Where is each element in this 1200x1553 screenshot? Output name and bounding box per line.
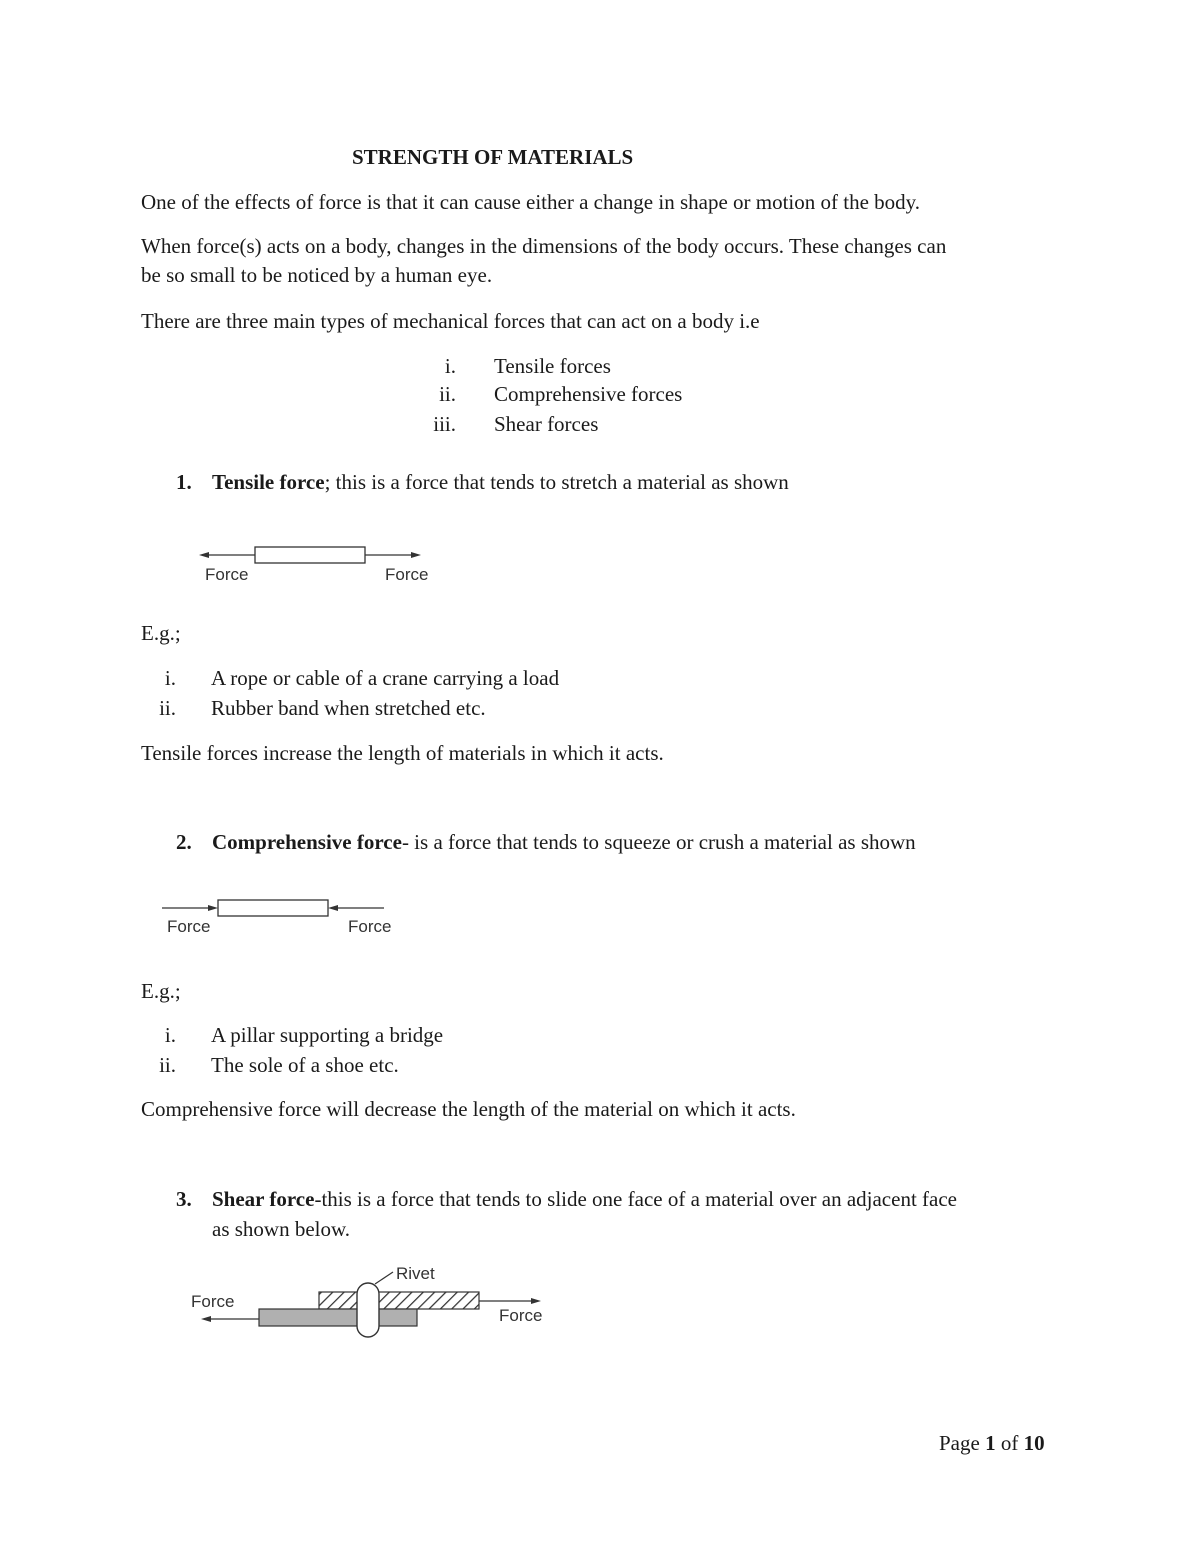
eg-label: E.g.;	[141, 621, 181, 645]
example-item: Rubber band when stretched etc.	[211, 696, 486, 720]
section-description-line-2: as shown below.	[212, 1217, 351, 1241]
page-word: Page	[939, 1431, 980, 1455]
example-item: The sole of a shoe etc.	[211, 1053, 399, 1077]
page-total: 10	[1023, 1431, 1045, 1455]
types-list-item: Comprehensive forces	[494, 382, 683, 406]
intro-paragraph-2-line-1: When force(s) acts on a body, changes in the dimensions of the body occurs. These changes can	[141, 234, 947, 258]
section-description: - is a force that tends to squeeze or crush a material as shown	[401, 830, 916, 854]
section-term: Tensile force	[212, 470, 325, 494]
example-num: i.	[164, 666, 176, 690]
section-number: 2.	[176, 830, 192, 854]
eg-label: E.g.;	[141, 979, 181, 1003]
section-number: 1.	[176, 470, 192, 494]
shear-force-diagram	[185, 1258, 555, 1343]
section-summary: Tensile forces increase the length of materials in which it acts.	[141, 741, 664, 765]
force-label: Force	[385, 565, 429, 584]
types-list-num: ii.	[439, 382, 456, 406]
force-label: Force	[205, 565, 249, 584]
section-heading-tensile	[212, 472, 789, 493]
intro-paragraph-2-line-2: be so small to be noticed by a human eye.	[141, 263, 493, 287]
example-num: i.	[164, 1023, 176, 1047]
page-footer	[939, 1433, 1045, 1454]
types-list-num: i.	[444, 354, 456, 378]
section-heading-comprehensive	[212, 832, 916, 853]
compressive-force-diagram	[158, 893, 403, 943]
example-item: A rope or cable of a crane carrying a load	[211, 666, 560, 690]
example-item: A pillar supporting a bridge	[211, 1023, 444, 1047]
types-list-item: Shear forces	[494, 412, 599, 436]
rivet-label: Rivet	[396, 1264, 435, 1283]
section-description: ; this is a force that tends to stretch a material as shown	[324, 470, 789, 494]
force-label: Force	[191, 1292, 235, 1311]
intro-paragraph-1: One of the effects of force is that it can cause either a change in shape or motion of the body.	[141, 190, 921, 214]
example-num: ii.	[159, 696, 176, 720]
page-title: STRENGTH OF MATERIALS	[352, 145, 634, 169]
section-description: -this is a force that tends to slide one face of a material over an adjacent face	[314, 1187, 957, 1211]
types-list-item: Tensile forces	[494, 354, 611, 378]
section-summary: Comprehensive force will decrease the length of the material on which it acts.	[141, 1097, 796, 1121]
force-label: Force	[499, 1306, 543, 1325]
section-term: Comprehensive force	[212, 830, 402, 854]
types-list-num: iii.	[433, 412, 456, 436]
of-word: of	[1000, 1431, 1019, 1455]
example-num: ii.	[159, 1053, 176, 1077]
section-heading-shear	[212, 1189, 957, 1210]
force-label: Force	[348, 917, 392, 936]
intro-paragraph-3: There are three main types of mechanical forces that can act on a body i.e	[141, 309, 760, 333]
page-current: 1	[985, 1431, 996, 1455]
section-number: 3.	[176, 1187, 192, 1211]
tensile-force-diagram	[195, 540, 440, 590]
force-label: Force	[167, 917, 211, 936]
section-term: Shear force	[212, 1187, 315, 1211]
